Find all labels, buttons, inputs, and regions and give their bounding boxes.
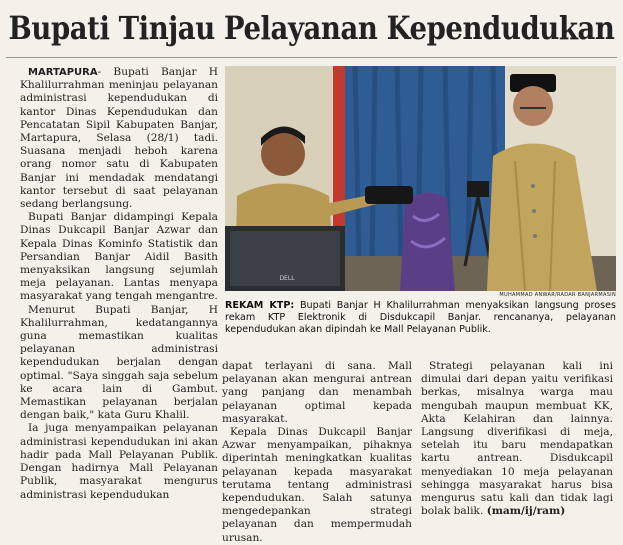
dateline: MARTAPURA bbox=[28, 67, 98, 78]
headline: Bupati Tinjau Pelayanan Kependudukan bbox=[8, 9, 615, 47]
monitor-logo: DELL bbox=[279, 275, 295, 282]
article-column-1 bbox=[20, 66, 218, 502]
photo-caption bbox=[225, 300, 616, 336]
paragraph-1 bbox=[20, 66, 218, 211]
paragraph-7-text: Strategi pelayanan kali ini dimulai dari depan yaitu verifikasi berkas, misalnya warga mau mengubah maupun membuat KK, Akta Kelahiran dan lainnya. Langsung diverifikasi di meja, setelah itu baru mendapatkan kartu antrean. Disdukcapil menyediakan 10 meja pelayanan sehingga masyarakat harus bisa mengurus satu kali dan tidak lagi bolak balik. bbox=[421, 360, 613, 518]
paragraph-1-text: - Bupati Banjar H Khalilurrahman meninjau pelayanan administrasi kependudukan di kantor Dinas Kependudukan dan Pencatatan Sipil Kabupaten Banjar, Martapura, Selasa (28/1) tadi. Suasana menjadi heboh karena orang nomor satu di Kabupaten Banjar ini mendadak mendatangi kantor tersebut di saat pelayanan sedang berlangsung. bbox=[20, 66, 218, 211]
paragraph-3: Menurut Bupati Banjar, H Khalilurrahman, kedatangannya guna memastikan kualitas pelayanan administrasi kependudukan berjalan dengan optimal. "Saya singgah saja sebelum ke acara lain di Gambut. Memastikan pelayanan berjalan dengan baik," kata Guru Khalil. bbox=[20, 303, 218, 422]
article-column-3 bbox=[421, 360, 613, 518]
article-column-2 bbox=[222, 360, 412, 545]
news-photo bbox=[225, 66, 616, 291]
paragraph-4: Ia juga menyampaikan pelayanan administrasi kependudukan ini akan hadir pada Mall Pelayanan Publik. Dengan hadirnya Mall Pelayanan Publik, masyarakat mengurus administrasi kependudukan bbox=[20, 422, 218, 501]
photo-credit: MUHAMMAD ANWAR/RADAR BANJARMASIN bbox=[499, 292, 616, 298]
caption-text: Bupati Banjar H Khalilurrahman menyaksikan langsung proses rekam KTP Elektronik di Disdukcapil Banjar. rencananya, pelayanan kependudukan akan dipindah ke Mall Pelayanan Publik. bbox=[225, 300, 616, 335]
paragraph-7 bbox=[421, 360, 613, 518]
paragraph-5: dapat terlayani di sana. Mall pelayanan akan mengurai antrean yang panjang dan menambah pelayanan optimal kepada masyarakat. bbox=[222, 360, 412, 425]
paragraph-2: Bupati Banjar didampingi Kepala Dinas Dukcapil Banjar Azwar dan Kepala Dinas Kominfo Statistik dan Persandian Banjar Aidil Basith menyaksikan langsung sejumlah meja pelayanan. Lantas menyapa masyarakat yang tengah mengantre. bbox=[20, 211, 218, 303]
author-signature: (mam/ij/ram) bbox=[486, 505, 566, 518]
caption-lead: REKAM KTP: bbox=[225, 300, 295, 311]
headline-rule bbox=[6, 57, 617, 58]
paragraph-6: Kepala Dinas Dukcapil Banjar Azwar menyampaikan, pihaknya diperintah meningkatkan kualitas pelayanan kepada masyarakat terutama tentang administrasi kependudukan. Salah satunya mengedepankan strategi pelayanan dan mempermudah urusan. bbox=[222, 426, 412, 544]
